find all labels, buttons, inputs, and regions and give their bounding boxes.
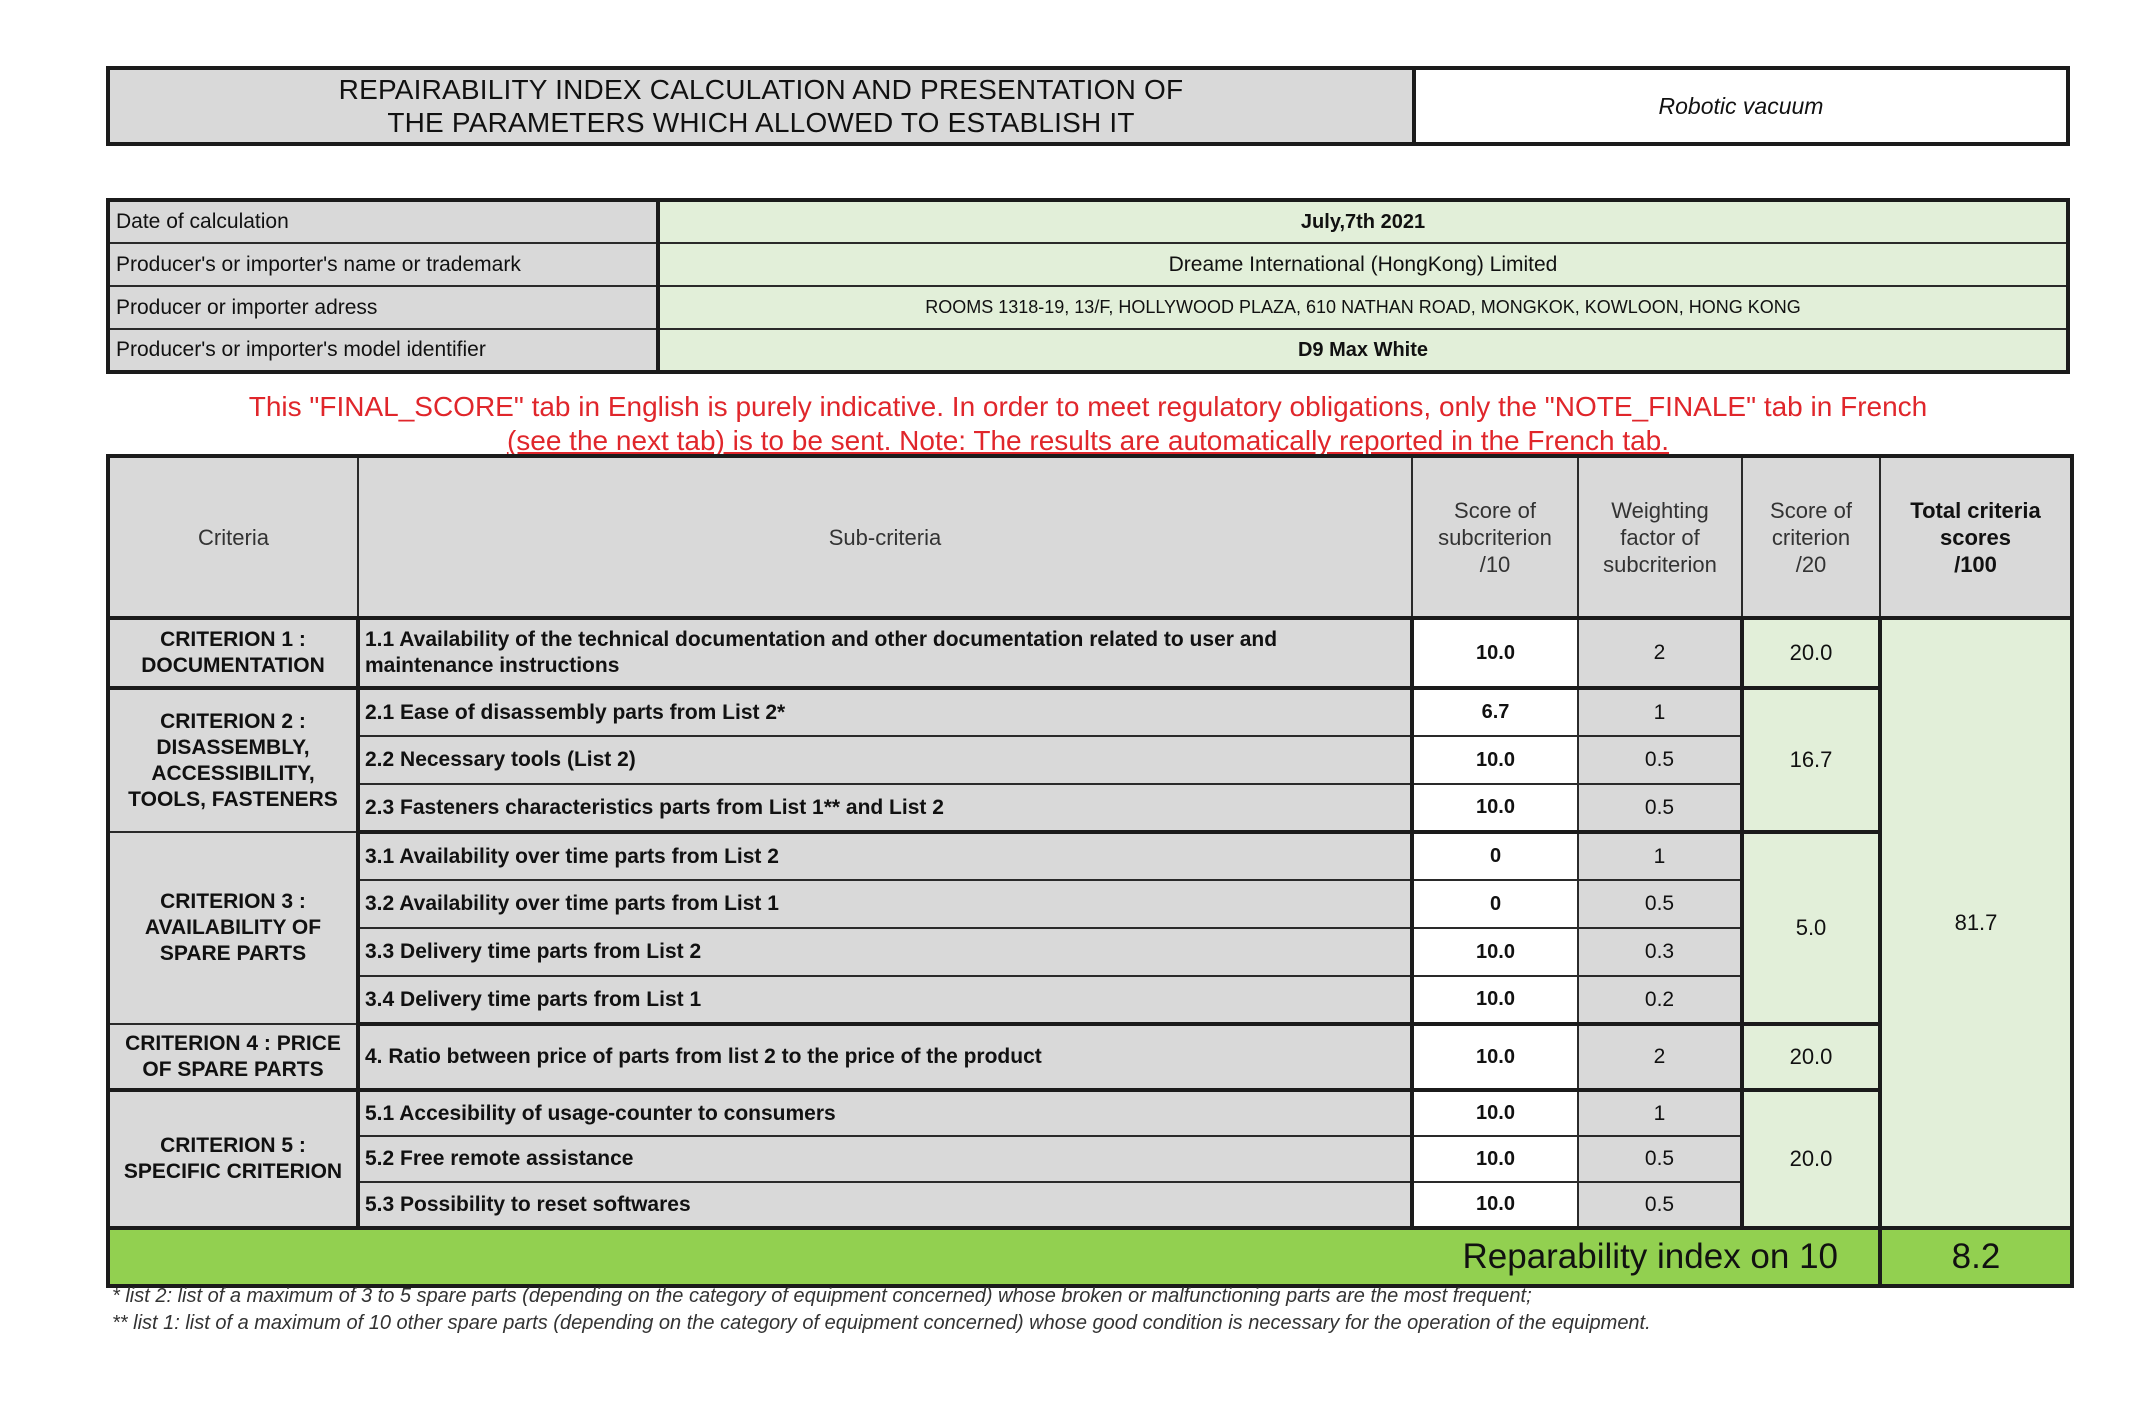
criterion-5-name: CRITERION 5 : SPECIFIC CRITERION — [108, 1090, 358, 1228]
subcriterion-label: 1.1 Availability of the technical documentation and other documentation related to user and maintenance instructions — [358, 618, 1412, 688]
table-row — [108, 1090, 2072, 1136]
subcriterion-label: 3.2 Availability over time parts from List 1 — [358, 880, 1412, 928]
subcriterion-label: 2.3 Fasteners characteristics parts from List 1** and List 2 — [358, 784, 1412, 832]
subcriterion-weight: 0.5 — [1578, 1136, 1742, 1182]
subcriterion-weight: 0.2 — [1578, 976, 1742, 1024]
subcriterion-label: 3.4 Delivery time parts from List 1 — [358, 976, 1412, 1024]
subcriterion-weight: 0.5 — [1578, 784, 1742, 832]
info-table — [106, 198, 2070, 374]
header-criteria: Criteria — [108, 456, 358, 618]
info-row-producer-name — [108, 243, 2068, 286]
info-value: Dreame International (HongKong) Limited — [658, 243, 2068, 286]
subcriterion-score: 10.0 — [1412, 784, 1578, 832]
regulatory-notice — [106, 390, 2070, 458]
criterion-2-name: CRITERION 2 : DISASSEMBLY, ACCESSIBILITY, TOOLS, FASTENERS — [108, 688, 358, 832]
table-row — [108, 688, 2072, 736]
subcriterion-weight: 0.5 — [1578, 736, 1742, 784]
subcriterion-score: 10.0 — [1412, 928, 1578, 976]
title-block — [106, 66, 2070, 146]
info-label: Producer's or importer's model identifier — [108, 329, 658, 372]
subcriterion-weight: 2 — [1578, 1024, 1742, 1090]
info-label: Producer or importer adress — [108, 286, 658, 329]
total-criteria-score: 81.7 — [1880, 618, 2072, 1228]
info-row-model — [108, 329, 2068, 372]
header-weighting-factor: Weighting factor of subcriterion — [1578, 456, 1742, 618]
footnote-list-1: ** list 1: list of a maximum of 10 other spare parts (depending on the category of equipment concerned) whose good condition is necessary for the operation of the equipment. — [112, 1312, 1651, 1334]
product-type: Robotic vacuum — [1658, 92, 1824, 119]
reparability-index-row — [108, 1228, 2072, 1286]
subcriterion-score: 10.0 — [1412, 976, 1578, 1024]
subcriterion-weight: 0.5 — [1578, 880, 1742, 928]
table-header-row — [108, 456, 2072, 618]
subcriterion-label: 5.3 Possibility to reset softwares — [358, 1182, 1412, 1228]
info-value: ROOMS 1318-19, 13/F, HOLLYWOOD PLAZA, 610 NATHAN ROAD, MONGKOK, KOWLOON, HONG KONG — [658, 286, 2068, 329]
criterion-5-score: 20.0 — [1742, 1090, 1880, 1228]
criterion-2-score: 16.7 — [1742, 688, 1880, 832]
info-value: July,7th 2021 — [658, 200, 2068, 243]
subcriterion-weight: 2 — [1578, 618, 1742, 688]
subcriterion-score: 0 — [1412, 832, 1578, 880]
footnote-list-2: * list 2: list of a maximum of 3 to 5 spare parts (depending on the category of equipment concerned) whose broken or malfunctioning parts are the most frequent; — [112, 1285, 1532, 1307]
subcriterion-label: 3.3 Delivery time parts from List 2 — [358, 928, 1412, 976]
info-row-address — [108, 286, 2068, 329]
subcriterion-label: 5.1 Accesibility of usage-counter to consumers — [358, 1090, 1412, 1136]
criterion-4-name: CRITERION 4 : PRICE OF SPARE PARTS — [108, 1024, 358, 1090]
title-line-1: REPAIRABILITY INDEX CALCULATION AND PRESENTATION OF — [338, 74, 1184, 105]
subcriterion-score: 10.0 — [1412, 1182, 1578, 1228]
header-total-scores: Total criteria scores /100 — [1880, 456, 2072, 618]
info-label: Date of calculation — [108, 200, 658, 243]
subcriterion-weight: 1 — [1578, 688, 1742, 736]
subcriterion-label: 5.2 Free remote assistance — [358, 1136, 1412, 1182]
notice-line-2: (see the next tab) is to be sent. Note: The results are automatically reported in the French tab. — [506, 425, 1670, 456]
subcriterion-score: 6.7 — [1412, 688, 1578, 736]
criterion-3-name: CRITERION 3 : AVAILABILITY OF SPARE PARTS — [108, 832, 358, 1024]
subcriterion-score: 10.0 — [1412, 1090, 1578, 1136]
subcriterion-label: 4. Ratio between price of parts from list 2 to the price of the product — [358, 1024, 1412, 1090]
subcriterion-label: 3.1 Availability over time parts from List 2 — [358, 832, 1412, 880]
subcriterion-weight: 0.5 — [1578, 1182, 1742, 1228]
info-value: D9 Max White — [658, 329, 2068, 372]
reparability-index-value: 8.2 — [1880, 1228, 2072, 1286]
criterion-1-name: CRITERION 1 : DOCUMENTATION — [108, 618, 358, 688]
notice-line-1: This "FINAL_SCORE" tab in English is purely indicative. In order to meet regulatory obligations, only the "NOTE_FINALE" tab in French — [248, 391, 1928, 422]
criterion-1-score: 20.0 — [1742, 618, 1880, 688]
info-label: Producer's or importer's name or trademark — [108, 243, 658, 286]
score-table — [106, 454, 2074, 1288]
subcriterion-label: 2.2 Necessary tools (List 2) — [358, 736, 1412, 784]
header-score-criterion: Score of criterion /20 — [1742, 456, 1880, 618]
info-row-date — [108, 200, 2068, 243]
subcriterion-score: 10.0 — [1412, 1136, 1578, 1182]
document-title — [110, 70, 1416, 142]
subcriterion-score: 10.0 — [1412, 736, 1578, 784]
footnotes — [112, 1283, 2062, 1337]
subcriterion-weight: 0.3 — [1578, 928, 1742, 976]
subcriterion-weight: 1 — [1578, 832, 1742, 880]
subcriterion-weight: 1 — [1578, 1090, 1742, 1136]
criterion-4-score: 20.0 — [1742, 1024, 1880, 1090]
reparability-index-label: Reparability index on 10 — [108, 1228, 1880, 1286]
header-score-subcriterion: Score of subcriterion /10 — [1412, 456, 1578, 618]
table-row — [108, 618, 2072, 688]
title-line-2: THE PARAMETERS WHICH ALLOWED TO ESTABLISH IT — [387, 107, 1135, 138]
table-row — [108, 832, 2072, 880]
subcriterion-label: 2.1 Ease of disassembly parts from List 2* — [358, 688, 1412, 736]
table-row — [108, 1024, 2072, 1090]
criterion-3-score: 5.0 — [1742, 832, 1880, 1024]
subcriterion-score: 10.0 — [1412, 618, 1578, 688]
subcriterion-score: 10.0 — [1412, 1024, 1578, 1090]
subcriterion-score: 0 — [1412, 880, 1578, 928]
header-sub-criteria: Sub-criteria — [358, 456, 1412, 618]
